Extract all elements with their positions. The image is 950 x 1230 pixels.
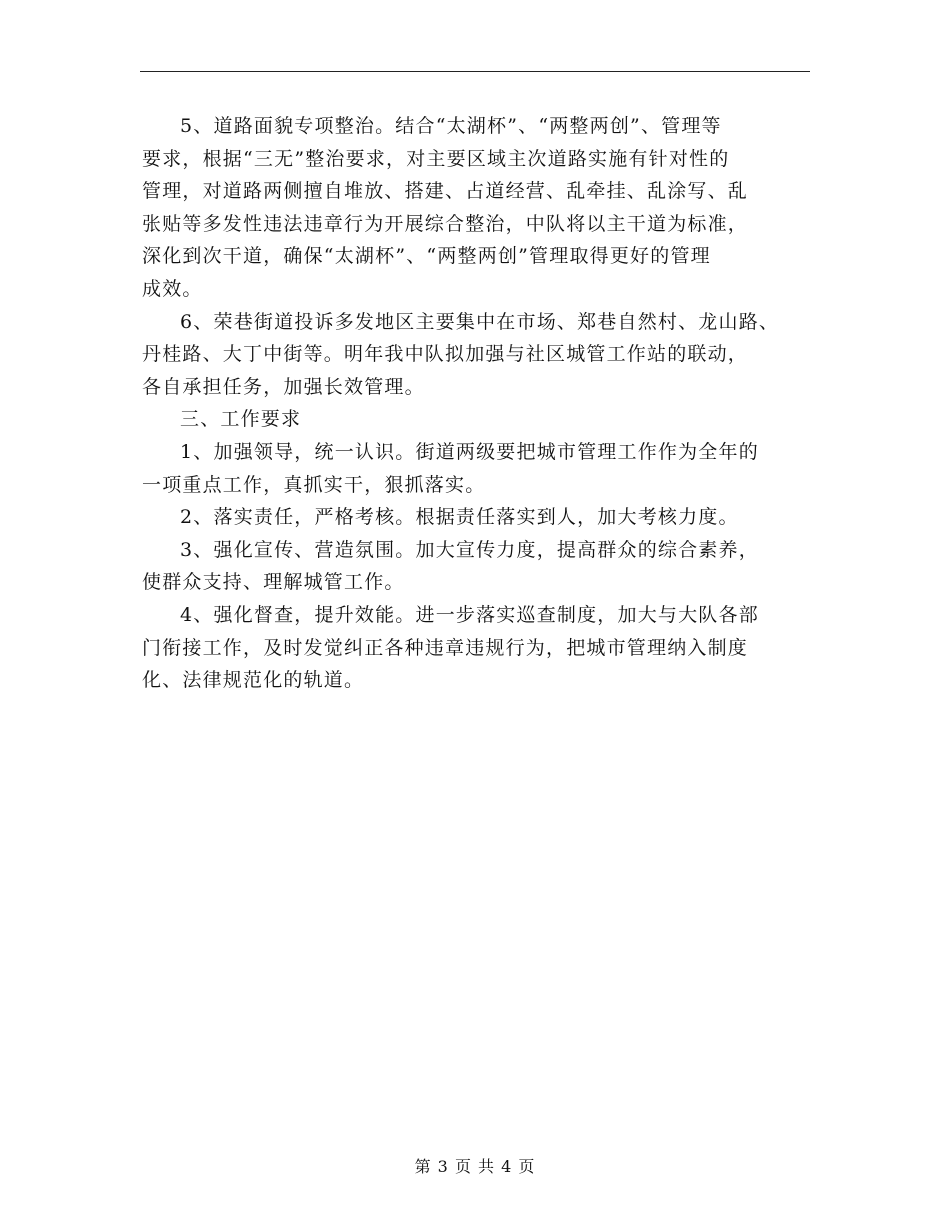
text-line: 成效。 [142, 277, 203, 300]
paragraph-rongxiang-complaints [142, 306, 810, 404]
header-rule [140, 71, 810, 72]
text-line: 深化到次干道，确保“太湖杯”、“两整两创”管理取得更好的管理 [142, 245, 711, 268]
text-line: 各自承担任务，加强长效管理。 [142, 375, 425, 398]
section-heading-work-requirements [142, 403, 810, 436]
text-line: 3、强化宣传、营造氛围。加大宣传力度，提高群众的综合素养， [180, 538, 759, 561]
paragraph-requirement-3 [142, 534, 810, 599]
paragraph-requirement-1 [142, 436, 810, 501]
text-line: 管理，对道路两侧擅自堆放、搭建、占道经营、乱牵挂、乱涂写、乱 [142, 180, 749, 203]
paragraph-requirement-2 [142, 501, 810, 534]
paragraph-requirement-4 [142, 599, 810, 697]
text-line: 门衔接工作，及时发觉纠正各种违章违规行为，把城市管理纳入制度 [142, 636, 749, 659]
text-line: 化、法律规范化的轨道。 [142, 669, 365, 692]
page-number-label: 第 3 页 共 4 页 [414, 1157, 536, 1176]
text-line: 5、道路面貌专项整治。结合“太湖杯”、“两整两创”、管理等 [180, 115, 722, 137]
paragraph-road-rectification [142, 110, 810, 306]
text-line: 6、荣巷街道投诉多发地区主要集中在市场、郑巷自然村、龙山路、 [180, 310, 780, 333]
text-line: 丹桂路、大丁中街等。明年我中队拟加强与社区城管工作站的联动， [142, 343, 749, 366]
text-line: 2、落实责任，严格考核。根据责任落实到人，加大考核力度。 [180, 506, 739, 529]
text-line: 使群众支持、理解城管工作。 [142, 571, 405, 594]
text-line: 4、强化督查，提升效能。进一步落实巡查制度，加大与大队各部 [180, 603, 759, 626]
text-line: 张贴等多发性违法违章行为开展综合整治，中队将以主干道为标准， [142, 212, 749, 235]
section-heading: 三、工作要求 [180, 408, 302, 431]
text-line: 要求，根据“三无”整治要求，对主要区域主次道路实施有针对性的 [142, 147, 730, 170]
page-footer [0, 1154, 950, 1177]
text-line: 1、加强领导，统一认识。街道两级要把城市管理工作作为全年的 [180, 440, 759, 463]
text-line: 一项重点工作，真抓实干，狠抓落实。 [142, 473, 486, 496]
document-body [142, 110, 810, 697]
